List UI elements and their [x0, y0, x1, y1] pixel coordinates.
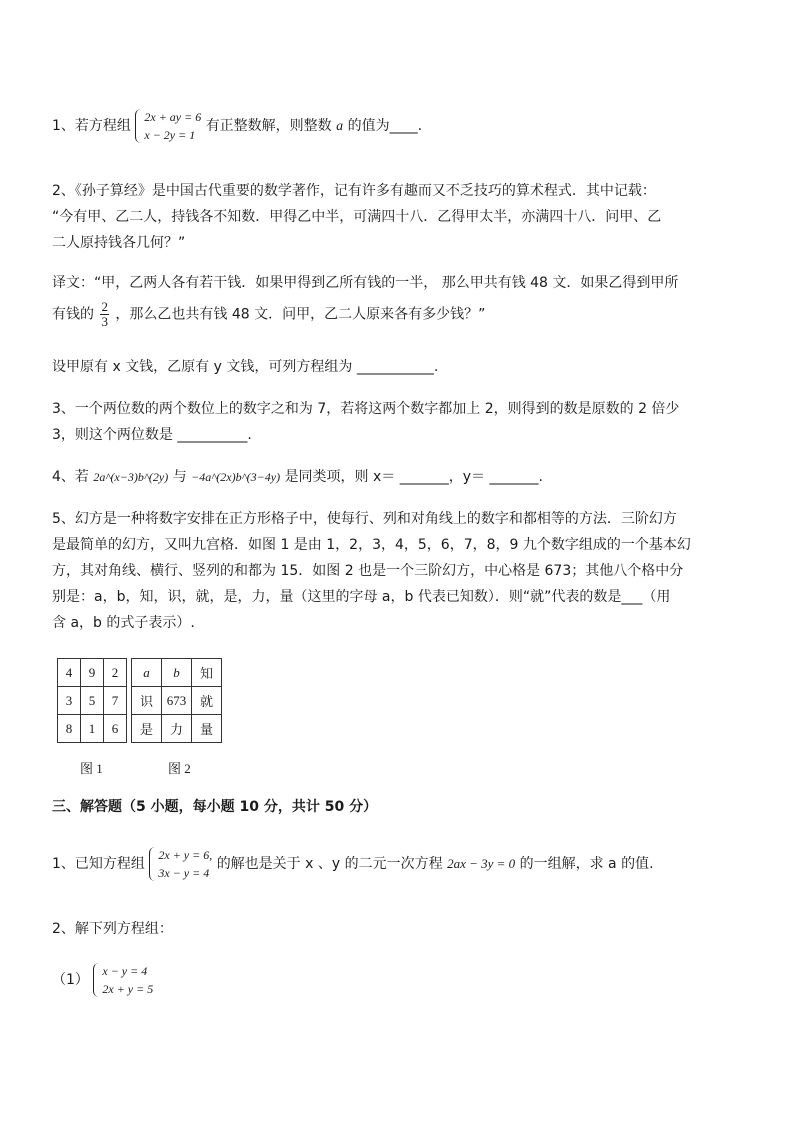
equation-2: 3x − y = 4 — [158, 866, 210, 880]
question-2-line-3: 二人原持钱各几何？” — [52, 235, 186, 251]
question-2-line-2: “今有甲、乙二人，持钱各不知数．甲得乙中半，可满四十八．乙得甲太半，亦满四十八．问甲、乙 — [52, 209, 662, 225]
solve-question-2-heading: 2、解下列方程组： — [52, 921, 173, 937]
solve-question-2-part-1 — [52, 962, 153, 998]
part-label: （1） — [52, 972, 89, 988]
term-2: −4a^(2x)b^(3−4y) — [191, 470, 281, 484]
variable-a: a — [336, 119, 344, 134]
brace-icon — [135, 109, 142, 143]
table-cell: 就 — [192, 687, 222, 715]
section-heading: 三、解答题（5 小题，每小题 10 分，共计 50 分） — [52, 799, 378, 815]
table-cell: 知 — [192, 659, 222, 687]
question-4-mid: 与 — [172, 469, 187, 485]
table-cell: 673 — [162, 687, 192, 715]
question-3-line-2: 3，则这个两位数是 __________. — [52, 427, 252, 443]
question-5-line-5: 含 a，b 的式子表示）. — [52, 615, 195, 631]
table-cell: 9 — [81, 659, 104, 687]
equation-1: 2x + ay = 6 — [144, 110, 202, 124]
equation-system — [135, 108, 201, 144]
table-cell: 4 — [58, 659, 81, 687]
equation-2: 2x + y = 5 — [102, 982, 154, 996]
figure-1-caption: 图 1 — [80, 761, 103, 776]
table-cell: 识 — [132, 687, 162, 715]
question-5-line-3: 方，其对角线、横行、竖列的和都为 15．如图 2 也是一个三阶幻方，中心格是 673；其他八个格中分 — [52, 563, 684, 579]
magic-square-figure-2 — [131, 658, 222, 743]
question-5-line-1: 5、幻方是一种将数字安排在正方形格子中，使每行、列和对角线上的数字和都相等的方法．三阶幻方 — [52, 511, 677, 527]
question-1-suffix-a: 有正整数解，则整数 — [205, 118, 332, 134]
solve-1-suffix: 的一组解，求 a 的值. — [519, 856, 654, 872]
target-equation: 2ax − 3y = 0 — [447, 856, 516, 871]
question-2-translation-1: 译文：“甲，乙两人各有若干钱．如果甲得到乙所有钱的一半， 那么甲共有钱 48 文．如果乙得到甲所 — [52, 275, 679, 291]
table-row — [132, 659, 222, 687]
question-3-line-1: 3、一个两位数的两个数位上的数字之和为 7，若将这两个数字都加上 2，则得到的数是原数的 2 倍少 — [52, 401, 680, 417]
table-cell: a — [132, 659, 162, 687]
brace-icon — [93, 963, 100, 997]
table-cell: 2 — [104, 659, 127, 687]
equation-1: 2x + y = 6, — [158, 848, 213, 862]
question-2-line-1: 2、《孙子算经》是中国古代重要的数学著作，记有许多有趣而又不乏技巧的算术程式．其中记载： — [52, 183, 656, 199]
table-cell: 是 — [132, 715, 162, 743]
question-2-translation-2 — [52, 300, 485, 329]
fraction-denominator: 3 — [101, 314, 108, 329]
fraction-two-thirds — [100, 300, 109, 329]
equation-system — [93, 962, 153, 998]
question-1 — [52, 108, 422, 144]
table-row — [132, 687, 222, 715]
magic-square-figure-1 — [57, 658, 127, 743]
question-4 — [52, 466, 543, 486]
table-row — [58, 715, 127, 743]
equation-system — [149, 846, 212, 882]
solve-1-mid: 的解也是关于 x 、y 的二元一次方程 — [216, 856, 443, 872]
table-cell: 量 — [192, 715, 222, 743]
question-5-line-4: 别是：a，b，知，识，就，是，力，量（这里的字母 a，b 代表已知数）．则“就”代表的数是___（用 — [52, 589, 671, 605]
solve-1-prefix: 1、已知方程组 — [52, 856, 145, 872]
table-cell: 5 — [81, 687, 104, 715]
table-row — [58, 659, 127, 687]
figure-2-caption: 图 2 — [168, 761, 191, 776]
translation-2-suffix: ，那么乙也共有钱 48 文．问甲，乙二人原来各有多少钱？” — [115, 306, 486, 323]
question-1-suffix-b: 的值为____. — [347, 118, 423, 134]
question-4-suffix: 是同类项，则 x＝ _______，y＝ _______. — [284, 469, 543, 485]
table-cell: 7 — [104, 687, 127, 715]
equation-1: x − y = 4 — [102, 964, 148, 978]
equation-2: x − 2y = 1 — [144, 128, 196, 142]
table-cell: 8 — [58, 715, 81, 743]
table-row — [58, 687, 127, 715]
brace-icon — [149, 847, 156, 881]
table-cell: b — [162, 659, 192, 687]
solve-question-1 — [52, 846, 654, 882]
question-5-line-2: 是最简单的幻方，又叫九宫格．如图 1 是由 1，2，3，4，5，6，7，8，9 九个数字组成的一个基本幻 — [52, 537, 691, 553]
fraction-numerator: 2 — [101, 299, 108, 314]
question-4-prefix: 4、若 — [52, 469, 89, 485]
question-1-prefix: 1、若方程组 — [52, 118, 131, 134]
term-1: 2a^(x−3)b^(2y) — [93, 470, 169, 484]
table-cell: 力 — [162, 715, 192, 743]
table-cell: 3 — [58, 687, 81, 715]
table-cell: 6 — [104, 715, 127, 743]
table-row — [132, 715, 222, 743]
question-2-setup: 设甲原有 x 文钱，乙原有 y 文钱，可列方程组为 ___________. — [52, 359, 439, 375]
translation-2-prefix: 有钱的 — [52, 306, 94, 323]
table-cell: 1 — [81, 715, 104, 743]
